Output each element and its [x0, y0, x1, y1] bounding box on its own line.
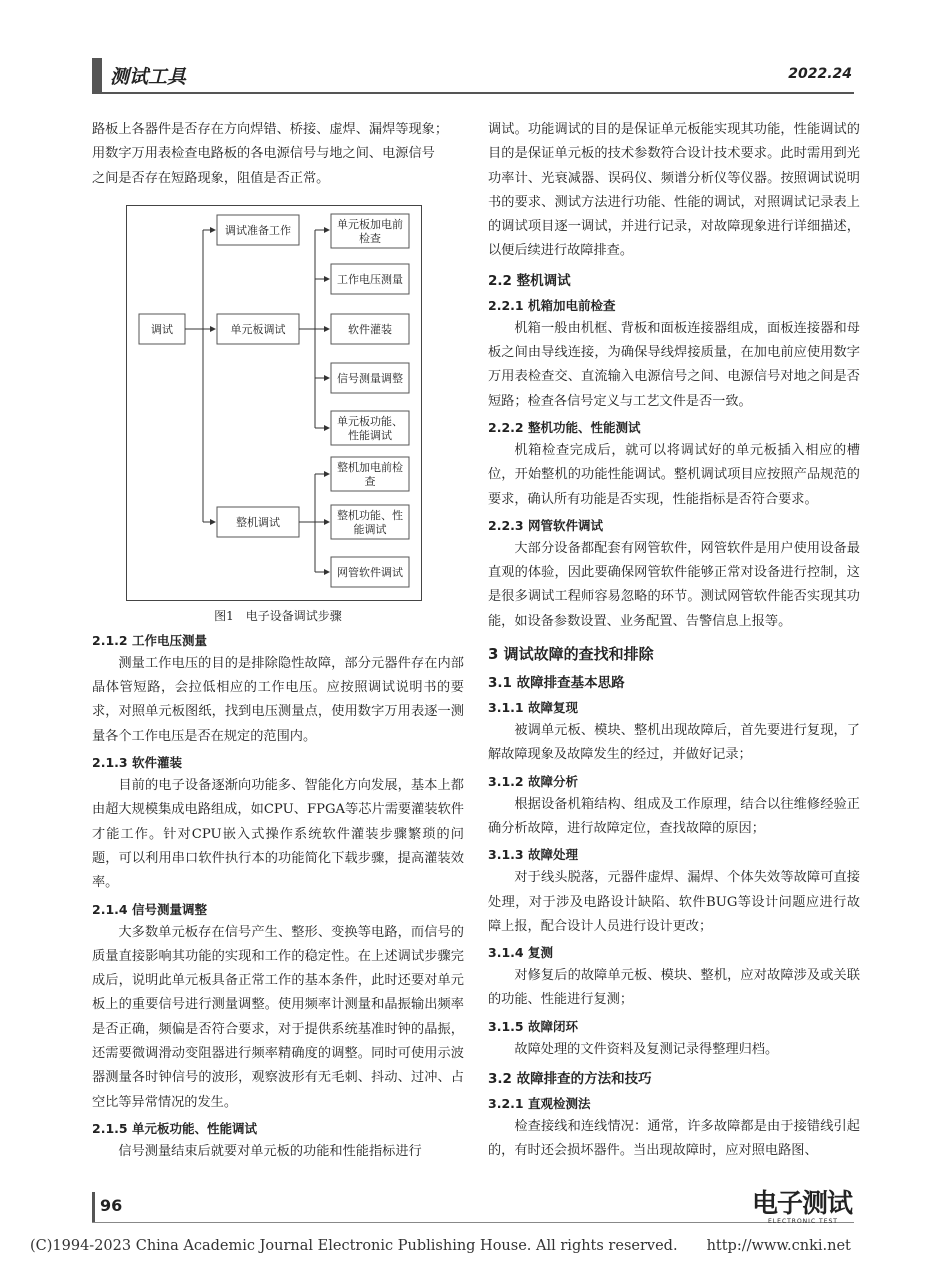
section-2-1-2-text: 测量工作电压的目的是排除隐性故障，部分元器件存在内部晶体管短路，会拉低相应的工作电压。应按照调试说明书的要求，对照单元板图纸，找到电压测量点，使用数字万用表逐一测量各个工作电压是否在规定的范围内。 [92, 655, 464, 744]
node-board-label: 单元板调试 [230, 322, 286, 336]
section-3-2-title: 3.2 故障排查的方法和技巧 [488, 1071, 652, 1088]
footer-rule [92, 1222, 854, 1223]
header-bar [92, 58, 102, 92]
node-precheck-l1: 单元板加电前 [337, 217, 403, 231]
node-sys-precheck-l1: 整机加电前检 [337, 460, 403, 474]
section-2-1-2-title: 2.1.2 工作电压测量 [92, 632, 207, 648]
section-3-1-1-title: 3.1.1 故障复现 [488, 700, 578, 716]
section-3-1-1-text: 被调单元板、模块、整机出现故障后，首先要进行复现，了解故障现象及故障发生的经过，并做好记录； [488, 723, 860, 763]
section-3-1-4-title: 3.1.4 复测 [488, 945, 553, 961]
node-sys-precheck-l2: 查 [364, 474, 376, 488]
section-3-1-2-text: 根据设备机箱结构、组成及工作原理，结合以往维修经验正确分析故障，进行故障定位，查找故障的原因； [488, 796, 860, 836]
header-rule [92, 92, 854, 94]
left-column [92, 118, 464, 1164]
node-prep-label: 调试准备工作 [225, 223, 291, 237]
node-voltage-label: 工作电压测量 [337, 272, 403, 286]
journal-logo [752, 1190, 854, 1226]
section-2-1-4-text: 大多数单元板存在信号产生、整形、变换等电路，而信号的质量直接影响其功能的实现和工作的稳定性。在上述调试步骤完成后，说明此单元板具备正常工作的基本条件，此时还要对单元板上的重要信号进行测量调整。使用频率计测量和晶振输出频率是否正确，频偏是否符合要求，对于提供系统基准时钟的晶振，还需要微调滑动变阻器进行频率精确度的调整。同时可使用示波器测量各时钟信号的波形，观察波形有无毛刺、抖动、过冲、占空比等异常情况的发生。 [92, 924, 464, 1110]
copyright-notice: (C)1994-2023 China Academic Journal Electronic Publishing House. All rights reserved. http://www.cnki.net [30, 1238, 851, 1254]
intro-line-1: 路板上各器件是否存在方向焊错、桥接、虚焊、漏焊等现象； [92, 122, 449, 137]
section-3-1-4-text: 对修复后的故障单元板、模块、整机，应对故障涉及或关联的功能、性能进行复测； [488, 968, 860, 1008]
section-2-2-1-text: 机箱一般由机框、背板和面板连接器组成，面板连接器和母板之间由导线连接，为确保导线焊接质量，在加电前应使用数字万用表检查交、直流输入电源信号之间、电源信号对地之间是否短路；检查各信号定义与工艺文件是否一致。 [488, 320, 860, 409]
section-2-2-2-text: 机箱检查完成后，就可以将调试好的单元板插入相应的槽位，开始整机的功能性能调试。整机调试项目应按照产品规范的要求，确认所有功能是否实现，性能指标是否符合要求。 [488, 442, 860, 507]
node-sys-func-l1: 整机功能、性 [337, 508, 403, 522]
section-2-1-5-title: 2.1.5 单元板功能、性能调试 [92, 1120, 257, 1136]
intro-line-2: 用数字万用表检查电路板的各电源信号与地之间、电源信号 [92, 146, 435, 162]
node-nms-label: 网管软件调试 [337, 565, 403, 579]
figure-caption: 图1 电子设备调试步骤 [214, 608, 342, 623]
section-2-2-3-title: 2.2.3 网管软件调试 [488, 517, 603, 533]
section-2-1-3-text: 目前的电子设备逐渐向功能多、智能化方向发展，基本上都由超大规模集成电路组成，如CPU、FPGA等芯片需要灌装软件才能工作。针对CPU嵌入式操作系统软件灌装步骤繁琐的问题，可以利用串口软件执行本的功能简化下载步骤，提高灌装效率。 [92, 778, 464, 891]
node-board-func-l1: 单元板功能、 [337, 414, 403, 428]
issue-date: 2022.24 [788, 66, 852, 82]
section-3-1-5-title: 3.1.5 故障闭环 [488, 1018, 578, 1034]
node-system-label: 整机调试 [236, 515, 280, 529]
node-board-func-l2: 性能调试 [348, 428, 392, 442]
section-3-1-3-title: 3.1.3 故障处理 [488, 847, 578, 863]
logo-main-text: 电子测试 [752, 1189, 853, 1219]
section-3-1-5-text: 故障处理的文件资料及复测记录得整理归档。 [514, 1041, 779, 1057]
section-2-2-2-title: 2.2.2 整机功能、性能测试 [488, 419, 641, 435]
node-sys-func-l2: 能调试 [353, 522, 387, 536]
section-3-title: 3 调试故障的查找和排除 [488, 645, 654, 664]
section-3-1-2-title: 3.1.2 故障分析 [488, 773, 578, 789]
continued-text: 调试。功能调试的目的是保证单元板能实现其功能，性能调试的目的是保证单元板的技术参数符合设计技术要求。此时需用到光功率计、光衰减器、误码仪、频谱分析仪等仪器。按照调试说明书的要求、测试方法进行功能、性能的调试，对照调试记录表上的调试项目逐一调试，并进行记录，对故障现象进行详细描述，以便后续进行故障排查。 [488, 122, 860, 259]
section-2-2-title: 2.2 整机调试 [488, 272, 571, 289]
intro-line-3: 之间是否存在短路现象，阻值是否正常。 [92, 170, 330, 186]
node-root-label: 调试 [151, 322, 173, 336]
node-signal-label: 信号测量调整 [337, 371, 403, 385]
section-2-2-1-title: 2.2.1 机箱加电前检查 [488, 297, 616, 313]
page-number: 96 [100, 1196, 123, 1215]
section-3-2-1-text: 检查接线和连线情况：通常，许多故障都是由于接错线引起的，有时还会损坏器件。当出现故障时，应对照电路图、 [488, 1119, 860, 1159]
section-2-1-3-title: 2.1.3 软件灌装 [92, 755, 182, 771]
node-precheck-l2: 检查 [359, 231, 381, 245]
node-software-label: 软件灌装 [348, 322, 392, 336]
figure-1-flowchart [126, 205, 422, 601]
logo-sub-text: ELECTRONIC TEST [768, 1218, 838, 1225]
section-3-2-1-title: 3.2.1 直观检测法 [488, 1096, 591, 1112]
right-column [488, 118, 860, 1164]
section-2-2-3-text: 大部分设备都配套有网管软件，网管软件是用户使用设备最直观的体验，因此要确保网管软件能够正常对设备进行控制，这是很多调试工程师容易忽略的环节。测试网管软件能否实现其功能，如设备参数设置、业务配置、告警信息上报等。 [488, 540, 860, 629]
section-2-1-5-text: 信号测量结束后就要对单元板的功能和性能指标进行 [118, 1143, 422, 1159]
section-3-1-3-text: 对于线头脱落，元器件虚焊、漏焊、个体失效等故障可直接处理，对于涉及电路设计缺陷、软件BUG等设计问题应进行故障上报，配合设计人员进行设计更改； [488, 870, 860, 934]
journal-section-title: 测试工具 [110, 66, 187, 88]
section-2-1-4-title: 2.1.4 信号测量调整 [92, 901, 207, 917]
section-3-1-title: 3.1 故障排查基本思路 [488, 675, 625, 692]
footer-bar [92, 1192, 95, 1222]
